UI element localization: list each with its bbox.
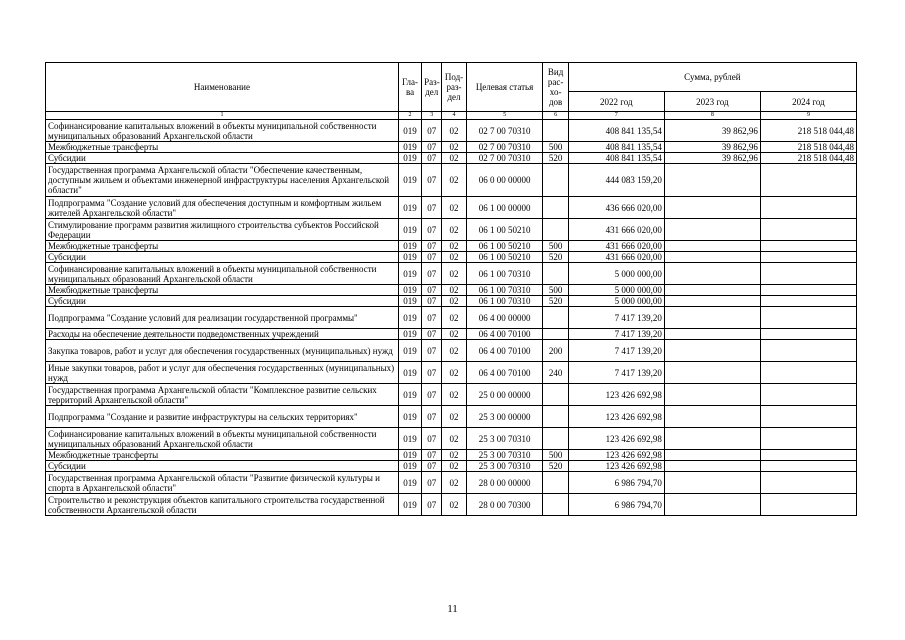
table-row — [46, 263, 857, 285]
page-number: 11 — [447, 603, 458, 615]
row-podrazdel: 02 — [442, 241, 466, 252]
header-razdel: Раз-дел — [422, 63, 442, 112]
header-target: Целевая статья — [466, 63, 543, 112]
row-sum-2024 — [760, 285, 856, 296]
row-glava: 019 — [398, 142, 421, 153]
row-sum-2024 — [760, 164, 856, 197]
row-sum-2023 — [664, 219, 760, 241]
row-expense-type — [543, 329, 568, 340]
header-podrazdel: Под-раз-дел — [442, 63, 466, 112]
row-glava: 019 — [398, 461, 421, 472]
table-row — [46, 197, 857, 219]
row-sum-2022: 7 417 139,20 — [568, 329, 664, 340]
row-name: Строительство и реконструкция объектов капитального строительства государственной собственности Архангельской области — [46, 494, 399, 516]
budget-table — [45, 62, 857, 516]
table-row — [46, 307, 857, 329]
table-row — [46, 362, 857, 384]
row-sum-2022: 436 666 020,00 — [568, 197, 664, 219]
row-podrazdel: 02 — [442, 263, 466, 285]
row-razdel: 07 — [422, 340, 442, 362]
row-expense-type: 240 — [543, 362, 568, 384]
table-row — [46, 329, 857, 340]
row-sum-2023: 39 862,96 — [664, 142, 760, 153]
row-sum-2023 — [664, 472, 760, 494]
row-podrazdel: 02 — [442, 120, 466, 142]
row-podrazdel: 02 — [442, 362, 466, 384]
row-podrazdel: 02 — [442, 296, 466, 307]
row-sum-2024: 218 518 044,48 — [760, 153, 856, 164]
row-razdel: 07 — [422, 120, 442, 142]
row-sum-2024 — [760, 241, 856, 252]
row-glava: 019 — [398, 285, 421, 296]
row-expense-type — [543, 263, 568, 285]
row-sum-2023 — [664, 285, 760, 296]
row-sum-2023 — [664, 406, 760, 428]
row-expense-type: 200 — [543, 340, 568, 362]
row-target-article: 06 1 00 50210 — [466, 252, 543, 263]
row-glava: 019 — [398, 329, 421, 340]
row-sum-2024: 218 518 044,48 — [760, 142, 856, 153]
row-expense-type: 500 — [543, 142, 568, 153]
row-sum-2022: 6 986 794,70 — [568, 494, 664, 516]
row-razdel: 07 — [422, 153, 442, 164]
row-name: Софинансирование капитальных вложений в объекты муниципальной собственности муниципальных образований Архангельской области — [46, 120, 399, 142]
row-expense-type — [543, 472, 568, 494]
row-sum-2023 — [664, 307, 760, 329]
row-razdel: 07 — [422, 450, 442, 461]
row-sum-2022: 444 083 159,20 — [568, 164, 664, 197]
row-sum-2023 — [664, 461, 760, 472]
row-podrazdel: 02 — [442, 153, 466, 164]
column-number: 7 — [568, 112, 664, 120]
row-sum-2024 — [760, 263, 856, 285]
table-row — [46, 296, 857, 307]
column-number: 6 — [543, 112, 568, 120]
row-target-article: 06 1 00 50210 — [466, 241, 543, 252]
row-sum-2022: 123 426 692,98 — [568, 461, 664, 472]
row-sum-2023 — [664, 164, 760, 197]
row-sum-2022: 408 841 135,54 — [568, 142, 664, 153]
row-sum-2023: 39 862,96 — [664, 120, 760, 142]
row-razdel: 07 — [422, 406, 442, 428]
header-sum: Сумма, рублей — [568, 63, 856, 92]
row-razdel: 07 — [422, 142, 442, 153]
row-sum-2022: 123 426 692,98 — [568, 406, 664, 428]
row-podrazdel: 02 — [442, 384, 466, 406]
row-name: Межбюджетные трансферты — [46, 285, 399, 296]
row-sum-2022: 6 986 794,70 — [568, 472, 664, 494]
row-podrazdel: 02 — [442, 252, 466, 263]
row-sum-2024 — [760, 384, 856, 406]
table-row — [46, 494, 857, 516]
row-razdel: 07 — [422, 252, 442, 263]
table-row — [46, 142, 857, 153]
row-target-article: 06 4 00 70100 — [466, 329, 543, 340]
row-glava: 019 — [398, 197, 421, 219]
row-glava: 019 — [398, 428, 421, 450]
row-razdel: 07 — [422, 428, 442, 450]
row-sum-2022: 408 841 135,54 — [568, 120, 664, 142]
row-glava: 019 — [398, 307, 421, 329]
row-expense-type: 520 — [543, 296, 568, 307]
row-name: Софинансирование капитальных вложений в объекты муниципальной собственности муниципальных образований Архангельской области — [46, 428, 399, 450]
row-sum-2023 — [664, 263, 760, 285]
table-row — [46, 406, 857, 428]
row-sum-2022: 431 666 020,00 — [568, 252, 664, 263]
table-row — [46, 384, 857, 406]
row-name: Иные закупки товаров, работ и услуг для обеспечения государственных (муниципальных) нужд — [46, 362, 399, 384]
row-razdel: 07 — [422, 494, 442, 516]
header-year-2024: 2024 год — [760, 92, 856, 112]
column-number: 4 — [442, 112, 466, 120]
header-glava: Гла-ва — [398, 63, 421, 112]
row-glava: 019 — [398, 340, 421, 362]
row-glava: 019 — [398, 406, 421, 428]
row-glava: 019 — [398, 241, 421, 252]
row-target-article: 02 7 00 70310 — [466, 153, 543, 164]
row-sum-2022: 5 000 000,00 — [568, 296, 664, 307]
row-razdel: 07 — [422, 329, 442, 340]
row-glava: 019 — [398, 494, 421, 516]
row-sum-2023 — [664, 362, 760, 384]
row-name: Субсидии — [46, 461, 399, 472]
row-glava: 019 — [398, 450, 421, 461]
row-razdel: 07 — [422, 307, 442, 329]
row-expense-type — [543, 428, 568, 450]
row-expense-type — [543, 197, 568, 219]
row-podrazdel: 02 — [442, 494, 466, 516]
row-name: Государственная программа Архангельской области "Комплексное развитие сельских территорий Архангельской области" — [46, 384, 399, 406]
row-target-article: 28 0 00 70300 — [466, 494, 543, 516]
column-number: 5 — [466, 112, 543, 120]
table-row — [46, 428, 857, 450]
table-row — [46, 120, 857, 142]
row-name: Подпрограмма "Создание условий для обеспечения доступным и комфортным жильем жителей Архангельской области" — [46, 197, 399, 219]
row-razdel: 07 — [422, 362, 442, 384]
row-podrazdel: 02 — [442, 285, 466, 296]
row-sum-2023 — [664, 494, 760, 516]
row-sum-2022: 431 666 020,00 — [568, 241, 664, 252]
row-glava: 019 — [398, 384, 421, 406]
row-sum-2022: 7 417 139,20 — [568, 307, 664, 329]
table-row — [46, 252, 857, 263]
row-podrazdel: 02 — [442, 406, 466, 428]
row-name: Подпрограмма "Создание условий для реализации государственной программы" — [46, 307, 399, 329]
row-sum-2024: 218 518 044,48 — [760, 120, 856, 142]
row-glava: 019 — [398, 472, 421, 494]
table-row — [46, 219, 857, 241]
row-target-article: 06 1 00 70310 — [466, 263, 543, 285]
row-podrazdel: 02 — [442, 472, 466, 494]
table-row — [46, 340, 857, 362]
row-razdel: 07 — [422, 296, 442, 307]
row-sum-2024 — [760, 450, 856, 461]
row-name: Субсидии — [46, 252, 399, 263]
row-sum-2024 — [760, 307, 856, 329]
row-target-article: 06 1 00 70310 — [466, 285, 543, 296]
row-expense-type — [543, 164, 568, 197]
row-sum-2023 — [664, 329, 760, 340]
row-glava: 019 — [398, 296, 421, 307]
row-sum-2022: 5 000 000,00 — [568, 285, 664, 296]
row-name: Субсидии — [46, 153, 399, 164]
row-sum-2024 — [760, 472, 856, 494]
row-expense-type: 500 — [543, 450, 568, 461]
row-sum-2023 — [664, 428, 760, 450]
row-sum-2024 — [760, 197, 856, 219]
row-sum-2022: 123 426 692,98 — [568, 428, 664, 450]
row-sum-2023 — [664, 296, 760, 307]
row-glava: 019 — [398, 252, 421, 263]
row-sum-2024 — [760, 494, 856, 516]
row-sum-2024 — [760, 252, 856, 263]
row-glava: 019 — [398, 362, 421, 384]
row-target-article: 02 7 00 70310 — [466, 120, 543, 142]
row-name: Государственная программа Архангельской области "Развитие физической культуры и спорта в Архангельской области" — [46, 472, 399, 494]
row-sum-2024 — [760, 406, 856, 428]
row-sum-2023 — [664, 384, 760, 406]
table-body — [46, 120, 857, 516]
row-sum-2023: 39 862,96 — [664, 153, 760, 164]
row-expense-type — [543, 406, 568, 428]
row-target-article: 28 0 00 00000 — [466, 472, 543, 494]
row-podrazdel: 02 — [442, 461, 466, 472]
row-glava: 019 — [398, 120, 421, 142]
table-row — [46, 164, 857, 197]
row-target-article: 06 4 00 00000 — [466, 307, 543, 329]
row-sum-2023 — [664, 340, 760, 362]
row-sum-2024 — [760, 461, 856, 472]
row-glava: 019 — [398, 263, 421, 285]
row-expense-type — [543, 494, 568, 516]
row-target-article: 25 0 00 00000 — [466, 384, 543, 406]
row-sum-2023 — [664, 252, 760, 263]
column-number: 1 — [46, 112, 399, 120]
row-target-article: 06 4 00 70100 — [466, 362, 543, 384]
header-vid: Вид рас-хо-дов — [543, 63, 568, 112]
row-expense-type — [543, 120, 568, 142]
row-razdel: 07 — [422, 197, 442, 219]
row-sum-2024 — [760, 428, 856, 450]
row-target-article: 25 3 00 70310 — [466, 461, 543, 472]
row-podrazdel: 02 — [442, 142, 466, 153]
row-podrazdel: 02 — [442, 219, 466, 241]
row-podrazdel: 02 — [442, 428, 466, 450]
row-glava: 019 — [398, 164, 421, 197]
row-podrazdel: 02 — [442, 164, 466, 197]
row-sum-2022: 408 841 135,54 — [568, 153, 664, 164]
row-razdel: 07 — [422, 472, 442, 494]
table-row — [46, 241, 857, 252]
row-sum-2022: 123 426 692,98 — [568, 450, 664, 461]
row-target-article: 25 3 00 70310 — [466, 428, 543, 450]
row-expense-type: 500 — [543, 285, 568, 296]
table-row — [46, 450, 857, 461]
row-name: Межбюджетные трансферты — [46, 142, 399, 153]
row-name: Государственная программа Архангельской области "Обеспечение качественным, доступным жильем и объектами инженерной инфраструктуры населения Архангельской области" — [46, 164, 399, 197]
row-sum-2024 — [760, 340, 856, 362]
row-target-article: 06 4 00 70100 — [466, 340, 543, 362]
header-year-2022: 2022 год — [568, 92, 664, 112]
row-name: Расходы на обеспечение деятельности подведомственных учреждений — [46, 329, 399, 340]
column-number: 9 — [760, 112, 856, 120]
column-number: 8 — [664, 112, 760, 120]
row-podrazdel: 02 — [442, 450, 466, 461]
header-year-2023: 2023 год — [664, 92, 760, 112]
row-razdel: 07 — [422, 285, 442, 296]
row-razdel: 07 — [422, 241, 442, 252]
row-sum-2023 — [664, 450, 760, 461]
column-number: 3 — [422, 112, 442, 120]
row-podrazdel: 02 — [442, 340, 466, 362]
row-podrazdel: 02 — [442, 197, 466, 219]
row-sum-2024 — [760, 296, 856, 307]
row-expense-type — [543, 384, 568, 406]
row-sum-2024 — [760, 362, 856, 384]
row-expense-type: 520 — [543, 252, 568, 263]
row-name: Подпрограмма "Создание и развитие инфраструктуры на сельских территориях" — [46, 406, 399, 428]
row-expense-type — [543, 307, 568, 329]
row-razdel: 07 — [422, 164, 442, 197]
row-sum-2022: 7 417 139,20 — [568, 340, 664, 362]
row-sum-2022: 431 666 020,00 — [568, 219, 664, 241]
row-sum-2024 — [760, 219, 856, 241]
row-name: Софинансирование капитальных вложений в объекты муниципальной собственности муниципальных образований Архангельской области — [46, 263, 399, 285]
row-sum-2022: 123 426 692,98 — [568, 384, 664, 406]
table-row — [46, 461, 857, 472]
table-row — [46, 285, 857, 296]
row-sum-2023 — [664, 197, 760, 219]
row-glava: 019 — [398, 219, 421, 241]
row-name: Закупка товаров, работ и услуг для обеспечения государственных (муниципальных) нужд — [46, 340, 399, 362]
table-row — [46, 153, 857, 164]
row-razdel: 07 — [422, 461, 442, 472]
row-razdel: 07 — [422, 219, 442, 241]
row-name: Субсидии — [46, 296, 399, 307]
row-expense-type: 520 — [543, 461, 568, 472]
row-sum-2023 — [664, 241, 760, 252]
row-expense-type — [543, 219, 568, 241]
row-target-article: 02 7 00 70310 — [466, 142, 543, 153]
row-razdel: 07 — [422, 384, 442, 406]
row-sum-2022: 7 417 139,20 — [568, 362, 664, 384]
row-sum-2022: 5 000 000,00 — [568, 263, 664, 285]
row-name: Межбюджетные трансферты — [46, 241, 399, 252]
row-name: Стимулирование программ развития жилищного строительства субъектов Российской Федерации — [46, 219, 399, 241]
row-target-article: 06 0 00 00000 — [466, 164, 543, 197]
table-row — [46, 472, 857, 494]
row-target-article: 06 1 00 70310 — [466, 296, 543, 307]
column-number: 2 — [398, 112, 421, 120]
row-podrazdel: 02 — [442, 329, 466, 340]
row-target-article: 06 1 00 00000 — [466, 197, 543, 219]
header-name: Наименование — [46, 63, 399, 112]
row-glava: 019 — [398, 153, 421, 164]
row-target-article: 25 3 00 70310 — [466, 450, 543, 461]
row-podrazdel: 02 — [442, 307, 466, 329]
row-name: Межбюджетные трансферты — [46, 450, 399, 461]
row-target-article: 25 3 00 00000 — [466, 406, 543, 428]
row-expense-type: 520 — [543, 153, 568, 164]
row-expense-type: 500 — [543, 241, 568, 252]
row-target-article: 06 1 00 50210 — [466, 219, 543, 241]
row-sum-2024 — [760, 329, 856, 340]
row-razdel: 07 — [422, 263, 442, 285]
